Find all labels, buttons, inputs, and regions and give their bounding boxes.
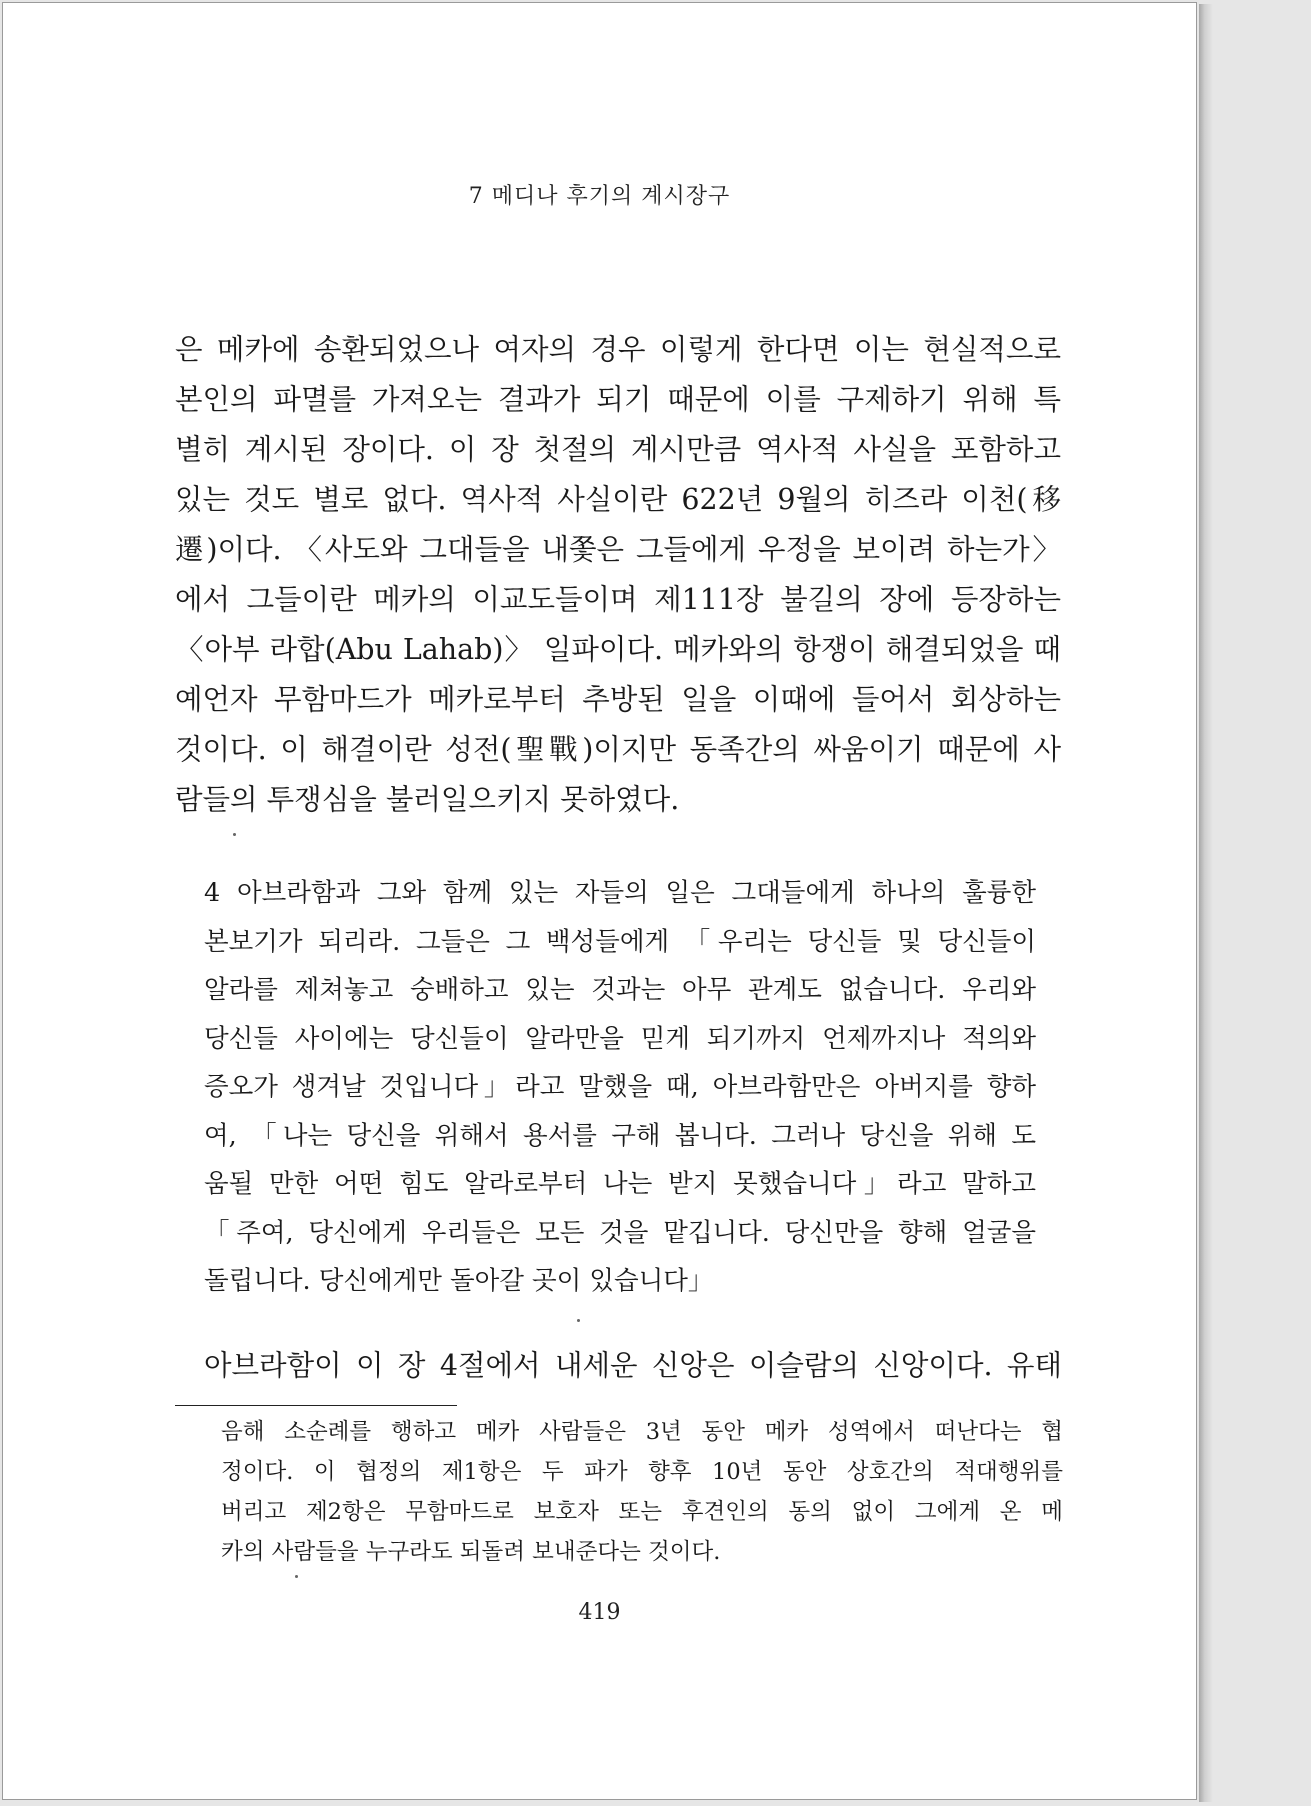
text-line: 遷)이다. 〈사도와 그대들을 내쫓은 그들에게 우정을 보이려 하는가〉 — [175, 533, 1061, 566]
text-line: 있는 것도 별로 없다. 역사적 사실이란 622년 9월의 히즈라 이천(移 — [175, 483, 1061, 516]
running-head: 7 메디나 후기의 계시장구 — [468, 184, 731, 209]
text-line: 〈아부 라합(Abu Lahab)〉 일파이다. 메카와의 항쟁이 해결되었을 때 — [175, 633, 1061, 666]
text-line: 은 메카에 송환되었으나 여자의 경우 이렇게 한다면 이는 현실적으로 — [175, 333, 1061, 366]
scan-speck — [295, 1575, 298, 1578]
text-line: 아브라함이 이 장 4절에서 내세운 신앙은 이슬람의 신앙이다. 유태 — [204, 1349, 1062, 1382]
verse-line: 증오가 생겨날 것입니다」라고 말했을 때, 아브라함만은 아버지를 향하 — [204, 1072, 1036, 1102]
verse-line: 4 아브라함과 그와 함께 있는 자들의 일은 그대들에게 하나의 훌륭한 — [204, 878, 1036, 908]
text-line: 람들의 투쟁심을 불러일으키지 못하였다. — [175, 783, 680, 816]
text-line: 에서 그들이란 메카의 이교도들이며 제111장 불길의 장에 등장하는 — [175, 583, 1061, 616]
verse-line: 당신들 사이에는 당신들이 알라만을 믿게 되기까지 언제까지나 적의와 — [204, 1023, 1036, 1054]
closing-paragraph — [204, 1341, 1062, 1391]
footnote-divider — [175, 1405, 457, 1406]
footnote — [221, 1412, 1063, 1572]
text-line: 본인의 파멸를 가져오는 결과가 되기 때문에 이를 구제하기 위해 특 — [175, 383, 1061, 416]
page-number: 419 — [578, 1600, 621, 1625]
book-page — [2, 2, 1197, 1800]
verse-line: 본보기가 되리라. 그들은 그 백성들에게 「우리는 당신들 및 당신들이 — [204, 926, 1036, 957]
verse-line: 「주여, 당신에게 우리들은 모든 것을 맡깁니다. 당신만을 향해 얼굴을 — [204, 1217, 1036, 1248]
text-line: 예언자 무함마드가 메카로부터 추방된 일을 이때에 들어서 회상하는 — [175, 683, 1061, 716]
footnote-line: 버리고 제2항은 무함마드로 보호자 또는 후견인의 동의 없이 그에게 온 메 — [221, 1499, 1063, 1525]
page-edge-shadow — [1199, 4, 1213, 1802]
verse-line: 움될 만한 어떤 힘도 알라로부터 나는 받지 못했습니다」라고 말하고 — [204, 1169, 1036, 1199]
scan-speck — [577, 1319, 580, 1322]
verse-line: 여, 「나는 당신을 위해서 용서를 구해 봅니다. 그러나 당신을 위해 도 — [204, 1120, 1036, 1151]
verse-line: 돌립니다. 당신에게만 돌아갈 곳이 있습니다」 — [204, 1266, 714, 1296]
footnote-line: 음해 소순례를 행하고 메카 사람들은 3년 동안 메카 성역에서 떠난다는 협 — [221, 1419, 1063, 1445]
verse-quote — [204, 869, 1036, 1306]
text-line: 것이다. 이 해결이란 성전(聖戰)이지만 동족간의 싸움이기 때문에 사 — [175, 733, 1061, 766]
verse-line: 알라를 제쳐놓고 숭배하고 있는 것과는 아무 관계도 없습니다. 우리와 — [204, 975, 1036, 1005]
footnote-line: 정이다. 이 협정의 제1항은 두 파가 향후 10년 동안 상호간의 적대행위를 — [221, 1459, 1063, 1485]
main-paragraph — [175, 325, 1061, 825]
footnote-line: 카의 사람들을 누구라도 되돌려 보내준다는 것이다. — [221, 1539, 721, 1565]
scan-speck — [233, 833, 236, 836]
text-line: 별히 계시된 장이다. 이 장 첫절의 계시만큼 역사적 사실을 포함하고 — [175, 433, 1061, 466]
